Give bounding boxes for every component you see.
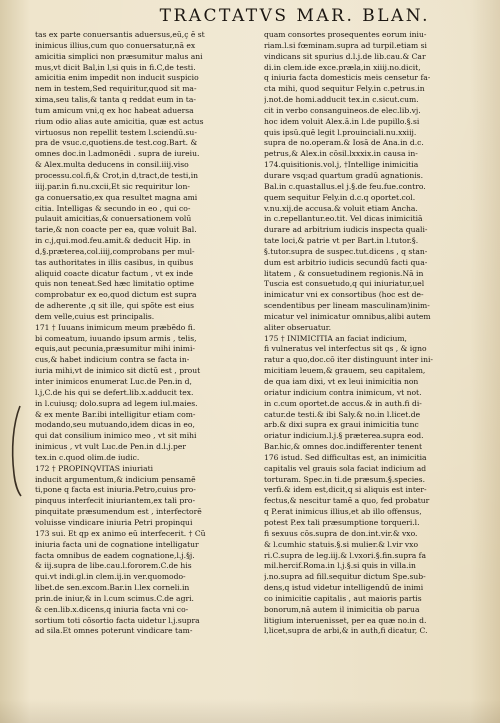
text-line: & ex mente Bar.ibi intelligitur etiam com- [35, 409, 196, 419]
text-line: iniuria facta uni de cognatione intelligatur [35, 539, 199, 549]
text-line: micitiam leuem,& grauem, seu capitalem, [264, 366, 426, 376]
text-line: 174.quisitionis.vol.j, †Intellige inimicitia [264, 160, 419, 170]
text-line: tarie,& non coacte per ea, quæ voluit Bal. [35, 225, 197, 235]
text-line: Bal.in c.quastallus.el j.§.de feu.fue.contro. [264, 181, 426, 191]
text-line: & cen.lib.x.dicens,q iniuria facta vni co- [35, 604, 189, 614]
text-line: litatem , & consuetudinem regionis.Nā in [264, 268, 424, 278]
text-line: durare vsq;ad quartum gradū agnationis. [264, 170, 423, 180]
text-line: capitalis vel grauis sola faciat indicium ad [264, 463, 427, 473]
text-line: ratur a quo,doc.cō iter distinguunt inter ini- [264, 355, 433, 365]
text-line: Bar.hic,& omnes doc.indifferenter tenent [264, 442, 423, 452]
text-line: ga conuersatio,ex qua resultet magna ami [35, 192, 198, 202]
text-line: omnes doc.in l.admonēdi . supra de iureiu. [35, 149, 200, 159]
text-line: & l.cumhic statuis.§.si mulier.& l.vir vxo [264, 539, 419, 549]
text-line: catur.de testi.& ibi Saly.& no.in l.licet.de [264, 409, 421, 419]
text-line: durare ad arbitrium iudicis inspecta quali- [264, 225, 428, 235]
text-line: rium odio alias aute amicitia, quæ est actus [35, 116, 204, 126]
text-line: processu.col.fi,& Crot,in d,tract,de testi,in [35, 170, 199, 180]
text-line: pra de vsuc.c,quotiens.de test.cog.Bart. & [35, 138, 198, 148]
text-line: hoc idem voluit Alex.ā.in l.de pupillo.§.si [264, 116, 420, 126]
text-line: ri.C.supra de leg.iij.& l.vxori.§.fin.supra fa [264, 550, 427, 560]
text-line: aliquid coacte dicatur factum , vt ex inde [35, 268, 194, 278]
text-line: bi comeatum, iuuando ipsum armis , telis, [35, 333, 197, 343]
text-line: quam consortes prosequentes eorum iniu- [264, 30, 427, 39]
text-line: voluisse vindicare iniuria Petri propinqui [35, 517, 193, 527]
text-line: arb.& dixi supra ex graui inimicitia tunc [264, 420, 419, 430]
text-line: tas authoritates in illis casibus, in quibus [35, 257, 194, 267]
text-line: iuria mihi,vt de inimico sit dictū est , prout [35, 366, 201, 376]
text-line: inimicus illius,cum quo conuersatur,nā ex [35, 40, 196, 50]
text-line: mil.hercif.Roma.in l.j.§.si quis in villa.in [264, 561, 416, 571]
text-line: tex.in c.quod olim.de iudic. [35, 452, 140, 462]
text-line: qui dat consilium inimico meo , vt sit mihi [35, 431, 197, 441]
text-line: j.no.supra ad fill.sequitur dictum Spe.sub- [264, 572, 426, 582]
text-line: cta mihi, quod sequitur Fely.in c.petrus.in [264, 84, 425, 94]
text-line: in c.j,qui.mod.feu.amit.& deducit Hip. in [35, 236, 191, 246]
text-line: fi sexuus cōs.supra de don.int.vir.& vxo. [264, 528, 418, 538]
text-line: tum amicum vni,q ex hoc habeat aduersa [35, 105, 194, 115]
text-line: iiij.par.in fi.nu.cxcii,Et sic requiritur lon- [35, 181, 190, 191]
text-line: potest P.ex tali præsumptione torqueri.l. [264, 517, 420, 527]
left-text-column [35, 30, 256, 637]
text-line: inter inimicos enumerat Luc.de Pen.in d, [35, 377, 192, 386]
text-line: litigium interuenisset, per ea quæ no.in d. [264, 615, 427, 625]
text-line: 173 sui. Et qp ex animo eū interfecerit. † Cũ [35, 528, 206, 538]
text-line: q P.erat inimicus illius,et ab illo offensus, [264, 507, 422, 517]
text-line: amicitia simplici non præsumitur malus ani [35, 51, 203, 61]
text-line: modando,seu mutuando,idem dicas in eo, [35, 420, 195, 430]
text-line: v.nu.xij.de accusa.& voluit etiam Ancha. [264, 203, 418, 213]
text-line: micatur vel inimicatur omnibus,alibi autem [264, 311, 431, 321]
text-line: cus,& habet indicium contra se facta in- [35, 355, 190, 365]
text-line: Tuscia est consuetudo,q qui iniuriatur,uel [264, 279, 425, 289]
text-line: & iij.supra de libe.cau.l.fororem.C.de his [35, 561, 192, 571]
text-line: torturam. Spec.in ti.de præsum.§.species. [264, 474, 425, 484]
page-bottom-shadow [0, 699, 500, 723]
text-line: j.not.de homi.adducit tex.in c.sicut.cum. [264, 95, 419, 105]
text-line: 176 istud. Sed difficultas est, an inimicitia [264, 452, 427, 462]
text-line: in l.cuiusq; dolo.supra ad legem iul.maies. [35, 398, 198, 408]
text-line: prin.de iniur,& in l.cum scimus.C.de agri. [35, 593, 194, 603]
text-line: quis non teneat.Sed hæc limitatio optime [35, 279, 194, 289]
text-line: ad sila.Et omnes poterunt vindicare tam- [35, 626, 193, 636]
text-line: de qua iam dixi, vt ex leui inimicitia non [264, 377, 419, 386]
text-line: q iniuria facta domesticis meis censetur fa- [264, 73, 431, 83]
text-line: petrus,& Alex.in cōsil.lxxxix.in causa in- [264, 149, 418, 159]
text-line: quis ipsū.quē legit l.prouinciali.nu.xxiij. [264, 127, 417, 137]
text-line: aliter obseruatur. [264, 322, 331, 332]
text-line: vindicans sit spurius d.l.j.de lib.cau.& Car [264, 51, 426, 61]
text-line: pulauit amicitias,& conuersationem volū [35, 214, 192, 224]
text-line: 175 † INIMICITIA an faciat indicium, [264, 333, 407, 343]
text-line: co inimicitie capitalis , aut maioris partis [264, 593, 422, 603]
text-line: inimicatur vni ex consortibus (hoc est de- [264, 290, 424, 300]
text-line: quem sequitur Fely.in d.c.q oportet.col. [264, 192, 416, 202]
text-line: oriatur indicium.l.j.§ præterea.supra eod. [264, 431, 424, 441]
text-line: tate loci,& patrie vt per Bart.in l.tutor.§. [264, 236, 419, 246]
text-line: & Alex.multa deducens in consil.iiij.viso [35, 160, 189, 170]
text-line: de adherente ,q sit ille, qui spõte est eius [35, 301, 195, 311]
text-line: scendentibus per lineam masculinam)inim- [264, 301, 430, 311]
text-line: d,§.præterea,col.iiij,comprobans per mul- [35, 246, 195, 256]
text-line: virtuosus non repellit testem l.sciendū.su- [35, 127, 197, 137]
text-line: tas ex parte conuersantis aduersus,eū,ç ē st [35, 30, 205, 39]
running-header: TRACTATVS MAR. BLAN. [159, 6, 430, 26]
margin-ink-mark [9, 404, 23, 498]
text-line: xima,seu talis,& tanta q reddat eum in ta- [35, 95, 196, 105]
text-line: supra de no.operam.& Iosā de Ana.in d.c. [264, 138, 424, 148]
text-line: dem velle,cuius est principalis. [35, 311, 155, 321]
text-line: equis,aut pecunia,præsumitur mihi inimi- [35, 344, 195, 354]
text-line: fectus,& nescitur tamē a quo, fed probatur [264, 496, 430, 506]
text-line: riam.l.si fœminam.supra ad turpil.etiam si [264, 40, 427, 50]
text-line: facta omnibus de eadem cognatione,l.j.§j. [35, 550, 195, 560]
text-line: pinquus interfecit iniuriantem,ex tali pro- [35, 496, 196, 506]
text-line: dum est arbitrio iudicis secundū facti qua- [264, 257, 428, 267]
text-line: pinquitate præsumendum est , interfectorē [35, 507, 202, 517]
text-line: citia. Intelligas & secundo in eo , qui co- [35, 203, 191, 213]
text-line: comprobatur ex eo,quod dictum est supra [35, 290, 197, 300]
text-line: l.j,C.de his qui se defert.lib.x.adducit tex. [35, 387, 194, 397]
text-line: nem in testem,Sed requiritur,quod sit ma- [35, 84, 197, 94]
text-line: in c.repellantur.eo.tit. Vel dicas inimicitiā [264, 214, 423, 224]
text-line: oriatur indicium contra inimicum, vt not. [264, 387, 422, 397]
text-line: inducit argumentum,& indicium pensamē [35, 474, 196, 484]
text-line: fi vulneratus vel interfectus sit qs , & igno [264, 344, 427, 354]
text-line: ti,pone q facta est iniuria.Petro,cuius pro- [35, 485, 196, 495]
text-line: libet.de sen.excom.Bar.in l.lex corneli.in [35, 583, 190, 593]
text-line: l,licet,supra de arbi,& in auth,fi dicatur, C. [264, 626, 428, 636]
text-line: dens,q istud videtur intelligendū de inimi [264, 583, 424, 593]
text-line: bonorum,nā autem il inimicitia ob parua [264, 604, 420, 614]
text-line: 171 † Iuuans inimicum meum præbēdo fi. [35, 322, 196, 332]
text-line: 172 † PROPINQVITAS iniuriati [35, 463, 154, 473]
text-line: qui.vt indi.gl.in clem.ij.in ver.quomodo- [35, 572, 186, 582]
text-line: mus,vt dicit Bal,in l,si quis in fi.C,de testi. [35, 62, 196, 72]
text-line: §.tutor.supra de suspec.tut.dicens , q stan- [264, 246, 428, 256]
right-text-column [264, 30, 487, 637]
text-line: verfi.& idem est,dicit,q si aliquis est inter- [264, 485, 427, 495]
text-line: sortium toti cōsortio facta uidetur l.j.supra [35, 615, 200, 625]
text-line: inimicus , vt vult Luc.de Pen.in d.l.j.per [35, 442, 187, 452]
text-line: cit in verbo consanguineos.de elec.lib.vj. [264, 105, 421, 115]
text-line: di.in clem.ide exce.præla,in xiiij.no.dicit, [264, 62, 421, 72]
text-line: in c.cum oportet.de accus.& in auth.fi di- [264, 398, 422, 408]
text-line: amicitia enim impedit non inducit suspicio [35, 73, 199, 83]
